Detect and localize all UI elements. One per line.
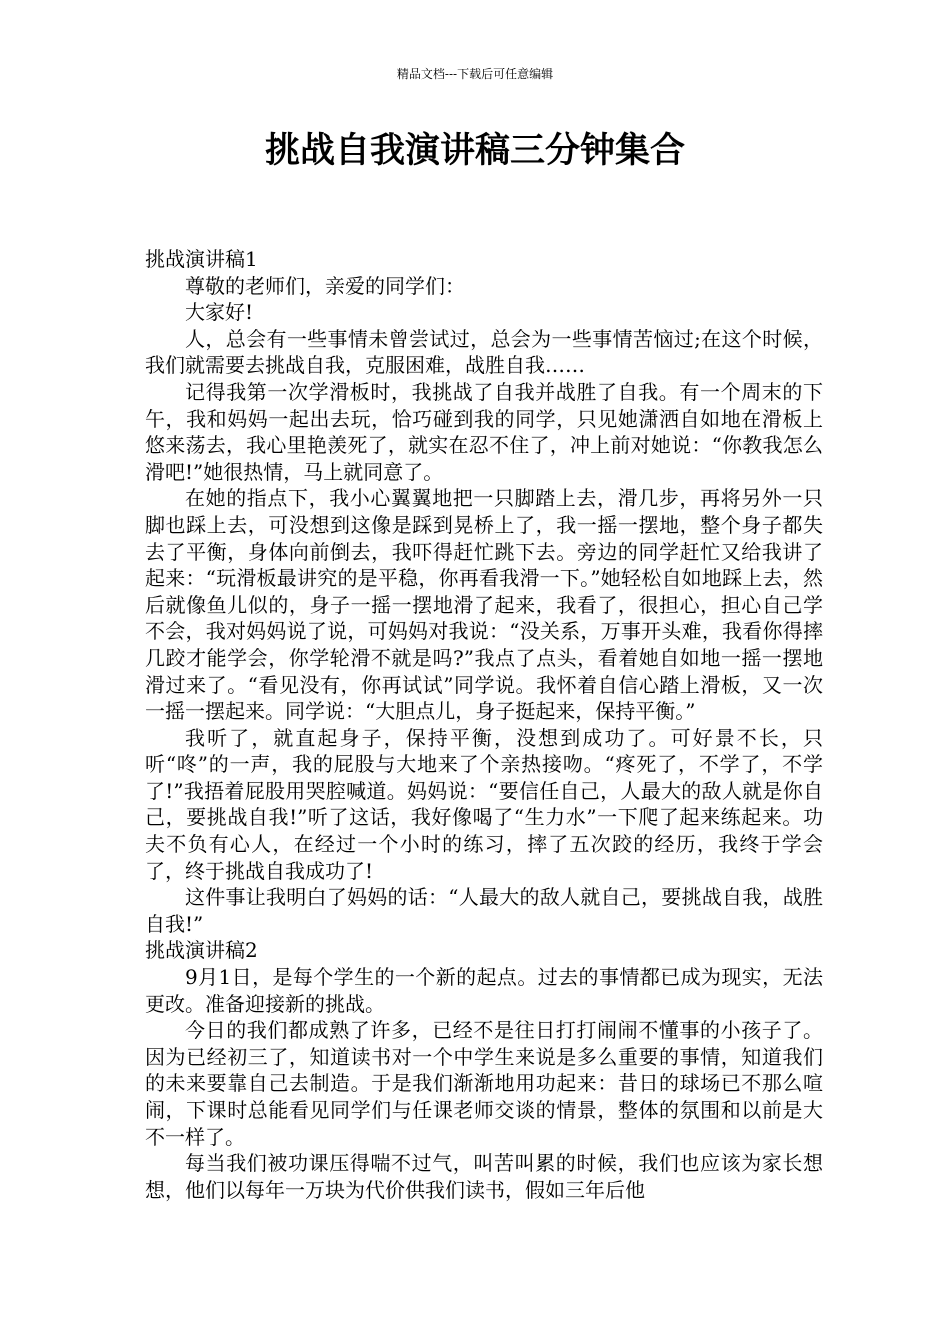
paragraph: 今日的我们都成熟了许多，已经不是往日打打闹闹不懂事的小孩子了。因为已经初三了，知道读书对一个中学生来说是多么重要的事情，知道我们的未来要靠自己去制造。于是我们渐渐地用功起来：昔日的球场已不那么喧闹，下课时总能看见同学们与任课老师交谈的情景，整体的氛围和以前是大不一样了。 xyxy=(145,1018,823,1149)
header-note: 精品文档---下载后可任意编辑 xyxy=(396,67,554,81)
paragraph: 尊敬的老师们，亲爱的同学们： xyxy=(185,273,465,298)
paragraph: 人，总会有一些事情未曾尝试过，总会为一些事情苦恼过;在这个时候，我们就需要去挑战自我，克服困难，战胜自我…… xyxy=(145,326,823,378)
paragraph: 每当我们被功课压得喘不过气，叫苦叫累的时候，我们也应该为家长想想，他们以每年一万块为代价供我们读书，假如三年后他 xyxy=(145,1151,823,1202)
document-title: 挑战自我演讲稿三分钟集合 xyxy=(264,131,685,171)
paragraph: 我听了，就直起身子，保持平衡，没想到成功了。可好景不长，只听“咚”的一声，我的屁股与大地来了个亲热接吻。“疼死了，不学了，不学了!”我捂着屁股用哭腔喊道。妈妈说：“要信任自己，人最大的敌人就是你自己，要挑战自我!”听了这话，我好像喝了“生力水”一下爬了起来练起来。功夫不负有心人，在经过一个小时的练习，摔了五次跤的经历，我终于学会了，终于挑战自我成功了! xyxy=(145,725,823,883)
paragraph: 大家好! xyxy=(185,300,254,325)
paragraph: 9月1日，是每个学生的一个新的起点。过去的事情都已成为现实，无法更改。准备迎接新的挑战。 xyxy=(145,965,823,1016)
document-body xyxy=(145,246,823,1203)
paragraph: 记得我第一次学滑板时，我挑战了自我并战胜了自我。有一个周末的下午，我和妈妈一起出去玩，恰巧碰到我的同学，只见她潇洒自如地在滑板上悠来荡去，我心里艳羡死了，就实在忍不住了，冲上前对她说：“你教我怎么滑吧!”她很热情，马上就同意了。 xyxy=(145,379,823,484)
section-heading: 挑战演讲稿1 xyxy=(145,247,258,271)
section-heading: 挑战演讲稿2 xyxy=(145,938,258,963)
paragraph: 在她的指点下，我小心翼翼地把一只脚踏上去，滑几步，再将另外一只脚也踩上去，可没想到这像是踩到晃桥上了，我一摇一摆地，整个身子都失去了平衡，身体向前倒去，我吓得赶忙跳下去。旁边的同学赶忙又给我讲了起来：“玩滑板最讲究的是平稳，你再看我滑一下。”她轻松自如地踩上去，然后就像鱼儿似的，身子一摇一摆地滑了起来，我看了，很担心，担心自己学不会，我对妈妈说了说，可妈妈对我说：“没关系，万事开头难，我看你得摔几跤才能学会，你学轮滑不就是吗?”我点了点头，看着她自如地一摇一摆地滑过来了。“看见没有，你再试试”同学说。我怀着自信心踏上滑板，又一次一摇一摆起来。同学说：“大胆点儿，身子挺起来，保持平衡。” xyxy=(145,486,823,724)
paragraph: 这件事让我明白了妈妈的话：“人最大的敌人就自己，要挑战自我，战胜自我!” xyxy=(145,885,823,936)
